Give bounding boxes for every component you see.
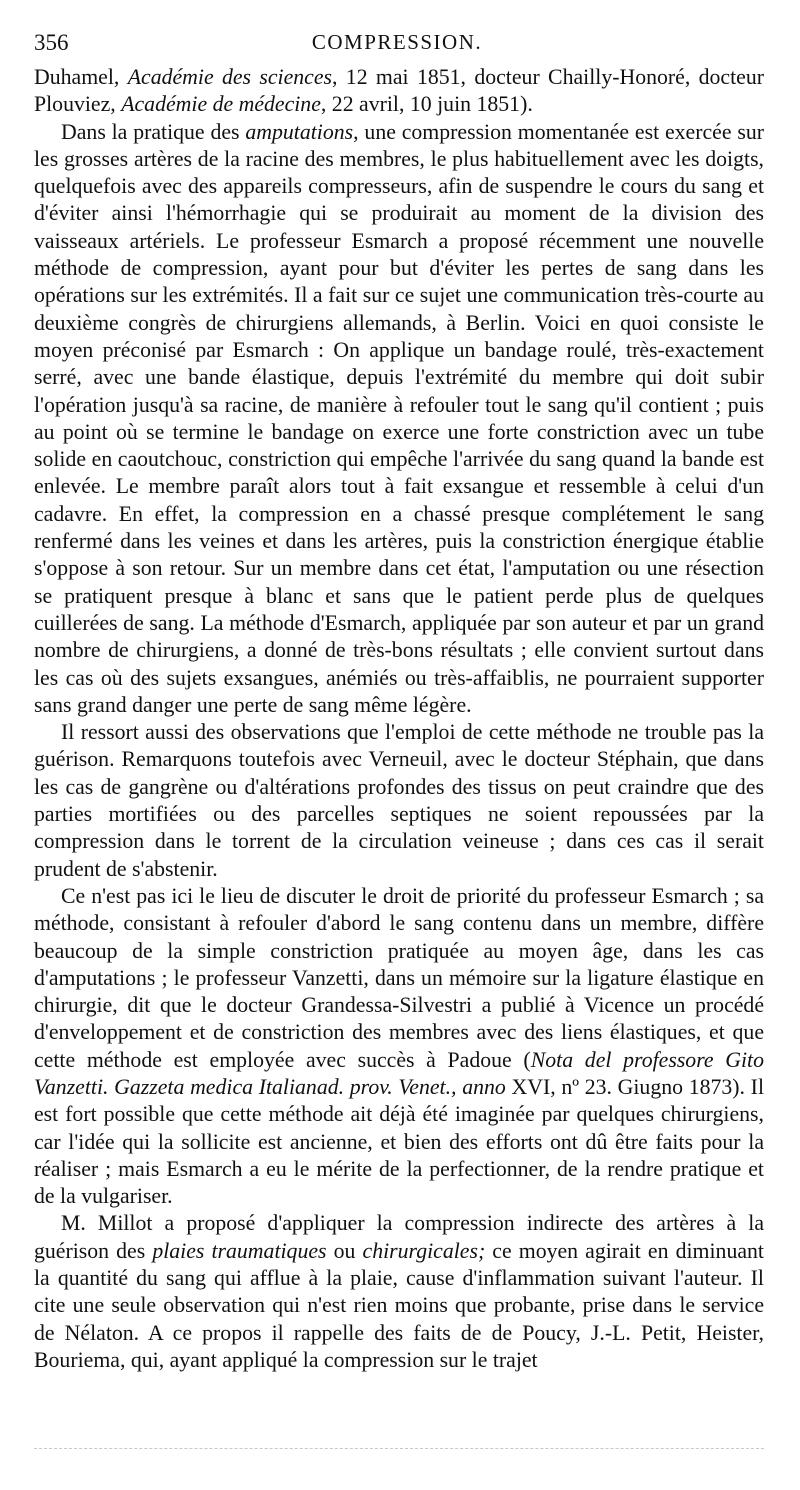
paragraph xyxy=(34,883,764,1211)
paragraph xyxy=(34,64,764,119)
italic-text: Nota del professore Gito Vanzetti. Gazzeta medica Italianad. prov. Venet., anno xyxy=(34,1047,765,1099)
page-header xyxy=(34,30,760,58)
italic-text: chirurgicales; xyxy=(362,1238,486,1263)
text-run: Dans la pratique des xyxy=(61,119,246,144)
page-number: 356 xyxy=(34,30,69,55)
text-run: Ce n'est pas ici le lieu de discuter le droit de priorité du professeur Esmarch ; sa méthode, consistant à refouler d'abord le sang contenu dans un membre, diffère beaucoup de la simple constriction pratiquée au moyen âge, dans les cas d'amputations ; le professeur Vanzetti, dans un mémoire sur la ligature élastique en chirurgie, dit que le docteur Grandessa-Silvestri a publié à Vicence un procédé d'enveloppement et de constriction des membres avec des liens élastiques, et que cette méthode est employée avec succès à Padoue ( xyxy=(34,883,764,1072)
text-run: , 12 mai 1851, docteur Chailly-Honoré, docteur Plouviez, xyxy=(34,65,764,117)
italic-text: Académie de médecine xyxy=(121,92,321,117)
text-run: ce moyen agirait en diminuant la quantité du sang qui afflue à la plaie, cause d'inflammation suivant l'auteur. Il cite une seule observation qui n'est rien moins que probante, prise dans le service de Nélaton. A ce propos il rappelle des faits de de Poucy, J.-L. Petit, Heister, Bouriema, qui, ayant appliqué la compression sur le trajet xyxy=(34,1238,764,1372)
italic-text: Académie des sciences xyxy=(127,65,332,89)
text-run: , une compression momentanée est exercée sur les grosses artères de la racine des membres, le plus habituellement avec les doigts, quelquefois avec des appareils compresseurs, afin de suspendre le cours du sang et d'éviter ainsi l'hémorrhagie qui se produirait au moment de la division des vaisseaux artériels. Le professeur Esmarch a proposé récemment une nouvelle méthode de compression, ayant pour but d'éviter les pertes de sang dans les opérations sur les extrémités. Il a fait sur ce sujet une communication très-courte au deuxième congrès de chirurgiens allemands, à Berlin. Voici en quoi consiste le moyen préconisé par Esmarch : On applique un bandage roulé, très-exactement serré, avec une bande élastique, depuis l'extrémité du membre qui doit subir l'opération jusqu'à sa racine, de manière à refouler tout le sang qu'il contient ; puis au point où se termine le bandage on exerce une forte constriction avec un tube solide en caoutchouc, constriction qui empêche l'arrivée du sang quand la bande est enlevée. Le membre paraît alors tout à fait exsangue et ressemble à celui d'un cadavre. En effet, la compression en a chassé presque complétement le sang renfermé dans les veines et dans les artères, puis la constriction énergique établie s'oppose à son retour. Sur un membre dans cet état, l'amputation ou une résection se pratiquent presque à blanc et sans que le patient perde plus de quelques cuillerées de sang. La méthode d'Esmarch, appliquée par son auteur et par un grand nombre de chirurgiens, a donné de très-bons résultats ; elle convient surtout dans les cas où des sujets exsangues, anémiés ou très-affaiblis, ne pourraient supporter sans grand danger une perte de sang même légère. xyxy=(34,119,764,717)
running-title: COMPRESSION. xyxy=(311,30,483,54)
bottom-dotted-rule xyxy=(34,1448,764,1449)
text-run: , 22 avril, 10 juin 1851). xyxy=(320,92,533,117)
body-text xyxy=(34,64,764,1374)
paragraph xyxy=(34,719,764,883)
text-run: Il ressort aussi des observations que l'emploi de cette méthode ne trouble pas la guérison. Remarquons toutefois avec Verneuil, avec le docteur Stéphain, que dans les cas de gangrène ou d'altérations profondes des tissus on peut craindre que des parties mortifiées ou des parcelles septiques ne soient repoussées par la compression dans le torrent de la circulation veineuse ; dans ces cas il serait prudent de s'abstenir. xyxy=(34,720,764,881)
text-run: XVI, nº 23. Giugno 1873). Il est fort possible que cette méthode ait déjà été imaginée par quelques chirurgiens, car l'idée qui la sollicite est ancienne, et bien des efforts ont dû être faits pour la réaliser ; mais Esmarch a eu le mérite de la perfectionner, de la rendre pratique et de la vulgariser. xyxy=(34,1074,764,1209)
italic-text: plaies traumatiques xyxy=(152,1238,327,1263)
paragraph xyxy=(34,119,764,720)
text-run: ou xyxy=(326,1238,363,1263)
text-run: Duhamel, xyxy=(34,65,128,89)
text-run: M. Millot a proposé d'appliquer la compression indirecte des artères à la guérison des xyxy=(34,1211,764,1263)
paragraph xyxy=(34,1210,764,1374)
italic-text: amputations xyxy=(245,119,354,144)
